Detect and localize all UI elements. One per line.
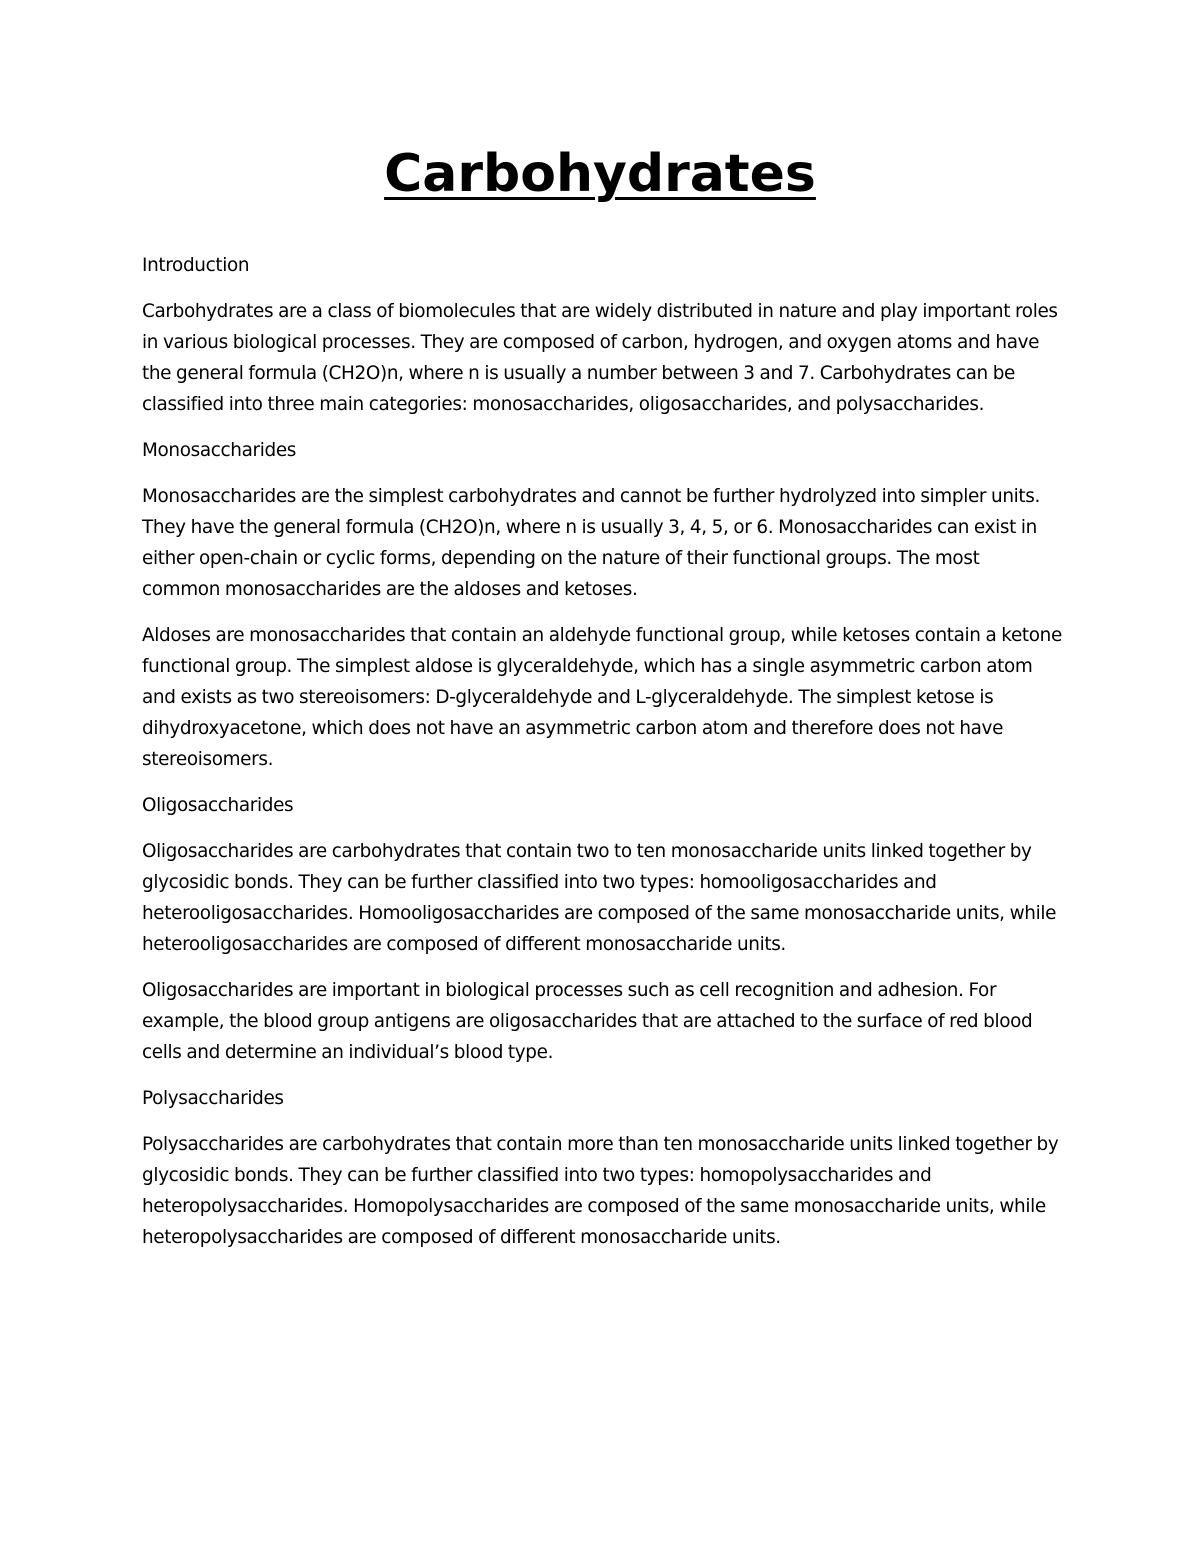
section-heading-oligosaccharides: Oligosaccharides	[142, 795, 294, 816]
section-heading-monosaccharides: Monosaccharides	[142, 440, 297, 461]
paragraph-introduction-1: Carbohydrates are a class of biomolecules that are widely distributed in nature and play important roles in various biological processes. They are composed of carbon, hydrogen, and oxygen atoms and have the general formula (CH2O)n, where n is usually a number between 3 and 7. Carbohydrates can be classified into three main categories: monosaccharides, oligosaccharides, and polysaccharides.	[142, 301, 1058, 415]
document-body	[142, 250, 1062, 1268]
paragraph-oligosaccharides-2: Oligosaccharides are important in biological processes such as cell recognition and adhesion. For example, the blood group antigens are oligosaccharides that are attached to the surface of red blood cells and determine an individual’s blood type.	[142, 980, 1033, 1063]
section-heading-polysaccharides: Polysaccharides	[142, 1088, 284, 1109]
document-title-text: Carbohydrates	[384, 144, 816, 204]
paragraph-oligosaccharides-1: Oligosaccharides are carbohydrates that contain two to ten monosaccharide units linked together by glycosidic bonds. They can be further classified into two types: homooligosaccharides and heterooligosaccharides. Homooligosaccharides are composed of the same monosaccharide units, while heterooligosaccharides are composed of different monosaccharide units.	[142, 841, 1057, 955]
section-heading-introduction: Introduction	[142, 255, 250, 276]
paragraph-polysaccharides-1: Polysaccharides are carbohydrates that contain more than ten monosaccharide units linked together by glycosidic bonds. They can be further classified into two types: homopolysaccharides and heteropolysaccharides. Homopolysaccharides are composed of the same monosaccharide units, while heteropolysaccharides are composed of different monosaccharide units.	[142, 1134, 1059, 1248]
document-title	[0, 138, 1200, 210]
paragraph-monosaccharides-1: Monosaccharides are the simplest carbohydrates and cannot be further hydrolyzed into simpler units. They have the general formula (CH2O)n, where n is usually 3, 4, 5, or 6. Monosaccharides can exist in either open-chain or cyclic forms, depending on the nature of their functional groups. The most common monosaccharides are the aldoses and ketoses.	[142, 486, 1040, 600]
paragraph-monosaccharides-2: Aldoses are monosaccharides that contain an aldehyde functional group, while ketoses contain a ketone functional group. The simplest aldose is glyceraldehyde, which has a single asymmetric carbon atom and exists as two stereoisomers: D-glyceraldehyde and L-glyceraldehyde. The simplest ketose is dihydroxyacetone, which does not have an asymmetric carbon atom and therefore does not have stereoisomers.	[142, 625, 1062, 770]
